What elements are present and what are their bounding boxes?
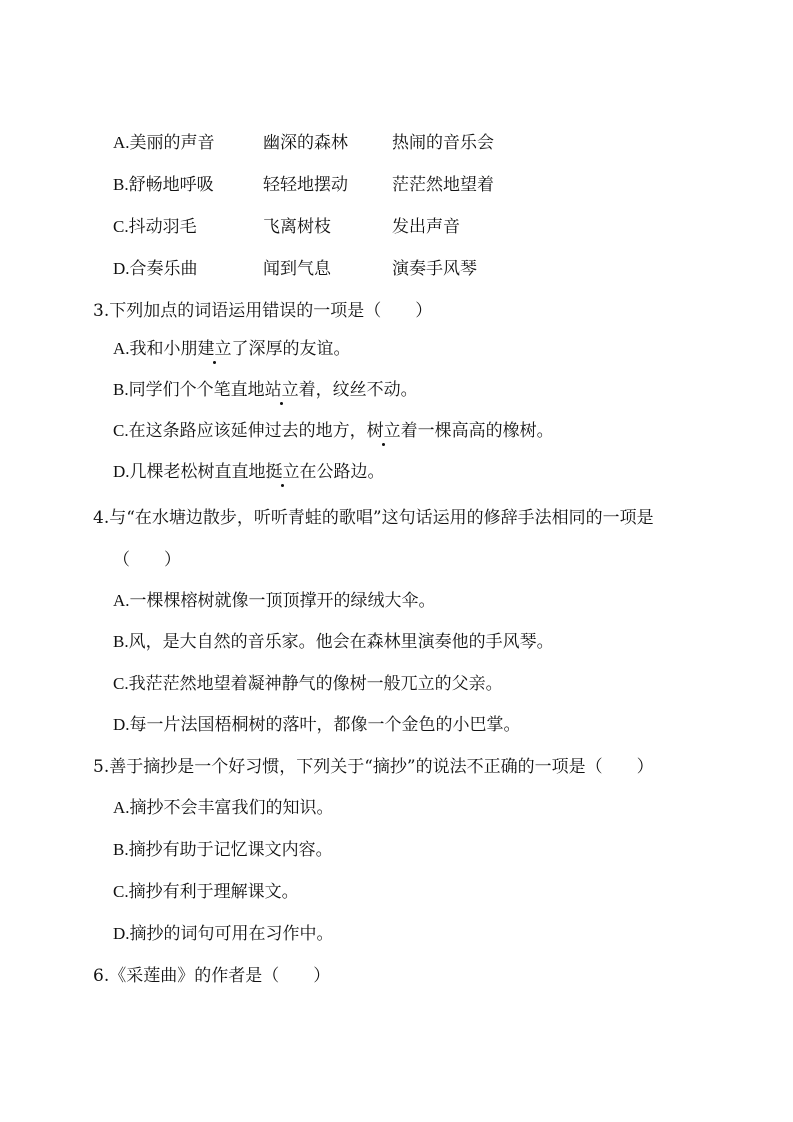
option-text: 几棵老松树直直地 <box>129 462 266 482</box>
option-item: 飞离树枝 <box>263 217 331 237</box>
option-text: 着，纹丝不动。 <box>298 380 418 400</box>
option-letter: B. <box>113 840 129 859</box>
q3-option-a <box>113 339 351 359</box>
q4-option-d <box>113 715 521 735</box>
option-text: 一棵棵榕树就像一顶顶撑开的绿绒大伞。 <box>129 591 436 611</box>
q4-option-b <box>113 632 554 652</box>
option-text: 摘抄有助于记忆课文内容。 <box>128 840 333 860</box>
option-text: 风，是大自然的音乐家。他会在森林里演奏他的手风琴。 <box>128 632 554 652</box>
option-text: 同学们个个笔直地 <box>128 380 265 400</box>
q5-option-c <box>113 882 299 902</box>
option-letter: D. <box>113 715 130 734</box>
dotted-word: 建立 <box>197 339 232 359</box>
option-item: 美丽的声音 <box>129 133 215 153</box>
question-3-stem: 3.下列加点的词语运用错误的一项是（ ） <box>93 301 433 321</box>
q5-option-d <box>113 924 334 944</box>
option-text: 我和小朋 <box>129 339 198 359</box>
answer-paren: （ ） <box>113 550 181 570</box>
option-item: 热闹的音乐会 <box>392 133 494 153</box>
option-text: 在公路边。 <box>299 462 385 482</box>
option-letter: D. <box>113 259 130 278</box>
option-letter: C. <box>113 217 129 236</box>
option-item: 茫茫然地望着 <box>392 175 494 195</box>
q3-option-c <box>113 421 554 441</box>
option-letter: D. <box>113 924 130 943</box>
option-letter: A. <box>113 339 130 358</box>
q5-option-a <box>113 798 334 818</box>
option-letter: C. <box>113 421 129 440</box>
question-5-stem: 5.善于摘抄是一个好习惯，下列关于“摘抄”的说法不正确的一项是（ ） <box>93 757 654 777</box>
option-text: 在这条路应该延伸过去的地方， <box>128 421 367 441</box>
option-item: 演奏手风琴 <box>392 259 477 279</box>
option-text: 摘抄的词句可用在习作中。 <box>129 924 334 944</box>
option-letter: A. <box>113 591 130 610</box>
option-letter: B. <box>113 632 129 651</box>
q5-option-b <box>113 840 333 860</box>
q2-option-a <box>113 133 613 153</box>
dotted-word: 树立 <box>366 421 401 441</box>
option-letter: B. <box>113 380 129 399</box>
option-letter: A. <box>113 798 130 817</box>
q2-option-c <box>113 217 613 237</box>
q3-option-d <box>113 462 385 482</box>
q4-option-a <box>113 591 436 611</box>
option-item: 幽深的森林 <box>263 133 348 153</box>
q2-option-d <box>113 259 613 279</box>
q4-option-c <box>113 674 503 694</box>
dotted-word: 站立 <box>264 380 299 400</box>
question-6-stem: 6.《采莲曲》的作者是（ ） <box>93 966 331 986</box>
option-item: 抖动羽毛 <box>128 217 197 237</box>
option-item: 发出声音 <box>392 217 460 237</box>
option-item: 闻到气息 <box>263 259 331 279</box>
question-4-stem: 4.与“在水塘边散步，听听青蛙的歌唱”这句话运用的修辞手法相同的一项是 <box>93 508 654 528</box>
option-item: 舒畅地呼吸 <box>128 175 214 195</box>
option-letter: C. <box>113 674 129 693</box>
option-text: 每一片法国梧桐树的落叶，都像一个金色的小巴掌。 <box>129 715 521 735</box>
q3-option-b <box>113 380 418 400</box>
option-letter: B. <box>113 175 129 194</box>
option-text: 着一棵高高的橡树。 <box>400 421 554 441</box>
q2-option-b <box>113 175 613 195</box>
option-text: 摘抄不会丰富我们的知识。 <box>129 798 334 818</box>
dotted-word: 挺立 <box>265 462 300 482</box>
option-letter: A. <box>113 133 130 152</box>
option-item: 轻轻地摆动 <box>263 175 348 195</box>
option-letter: C. <box>113 882 129 901</box>
option-letter: D. <box>113 462 130 481</box>
option-text: 我茫茫然地望着凝神静气的像树一般兀立的父亲。 <box>128 674 503 694</box>
option-text: 摘抄有利于理解课文。 <box>128 882 299 902</box>
option-text: 了深厚的友谊。 <box>231 339 351 359</box>
option-item: 合奏乐曲 <box>129 259 198 279</box>
